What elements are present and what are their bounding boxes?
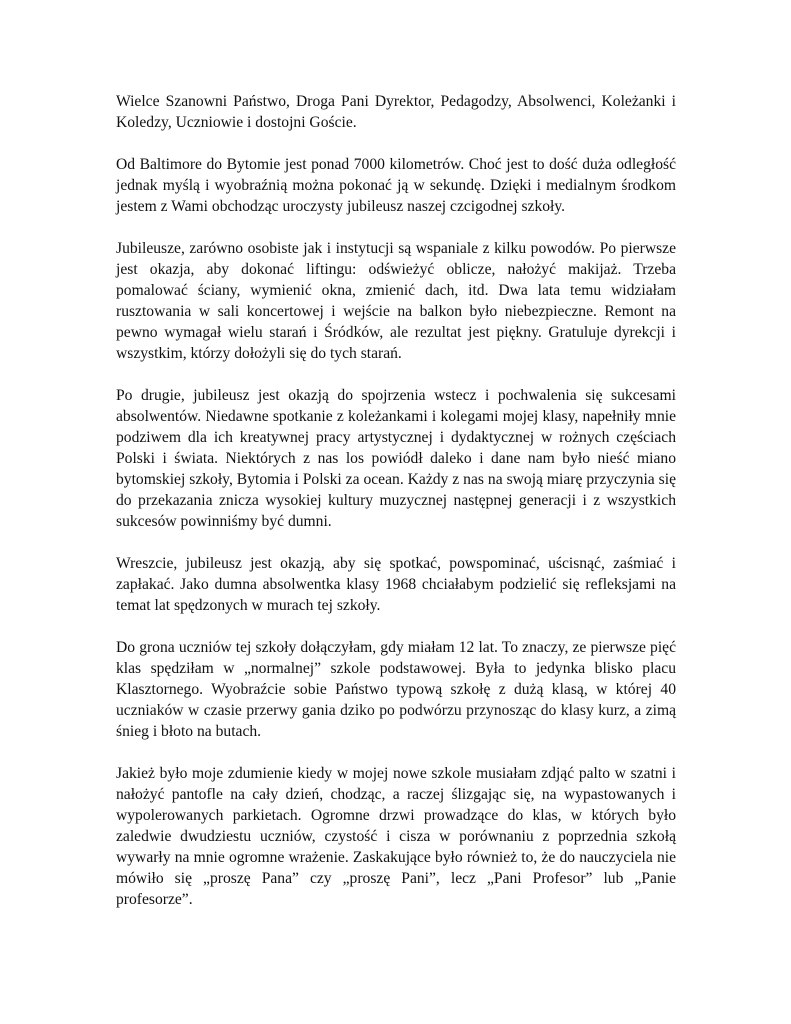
paragraph-joining-school: Do grona uczniów tej szkoły dołączyłam, gdy miałam 12 lat. To znaczy, ze pierwsze pięć klas spędziłam w „normalnej” szkole podstawowej. Była to jedynka blisko placu Klasztornego. Wyobraźcie sobie Państwo typową szkołę z dużą klasą, w której 40 uczniaków w czasie przerwy gania dziko po podwórzu przynosząc do klasy kurz, a zimą śnieg i błoto na butach. <box>116 639 676 740</box>
paragraph-greeting: Wielce Szanowni Państwo, Droga Pani Dyrektor, Pedagodzy, Absolwenci, Koleżanki i Koledzy, Uczniowie i dostojni Goście. <box>116 93 676 131</box>
paragraph-jubilees: Jubileusze, zarówno osobiste jak i instytucji są wspaniale z kilku powodów. Po pierwsze jest okazja, aby dokonać liftingu: odświeżyć oblicze, nałożyć makijaż. Trzeba pomalować ściany, wymienić okna, zmienić dach, itd. Dwa lata temu widziałam rusztowania w sali koncertowej i wejście na balkon było niebezpieczne. Remont na pewno wymagał wielu starań i Śródków, ale rezultat jest piękny. Gratuluje dyrekcji i wszystkim, którzy dołożyli się do tych starań. <box>116 240 676 362</box>
document-page <box>116 91 676 931</box>
paragraph-alumni-success: Po drugie, jubileusz jest okazją do spojrzenia wstecz i pochwalenia się sukcesami absolwentów. Niedawne spotkanie z koleżankami i kolegami mojej klasy, napełniły mnie podziwem dla ich kreatywnej pracy artystycznej i dydaktycznej w rożnych częściach Polski i świata. Niektórych z nas los powiódł daleko i dane nam było nieść miano bytomskiej szkoły, Bytomia i Polski za ocean. Każdy z nas na swoją miarę przyczynia się do przekazania znicza wysokiej kultury muzycznej następnej generacji i z wszystkich sukcesów powinniśmy być dumni. <box>116 387 676 530</box>
paragraph-distance: Od Baltimore do Bytomie jest ponad 7000 kilometrów. Choć jest to dość duża odległość jednak myślą i wyobraźnią można pokonać ją w sekundę. Dzięki i medialnym środkom jestem z Wami obchodząc uroczysty jubileusz naszej czcigodnej szkoły. <box>116 156 676 215</box>
paragraph-new-school: Jakież było moje zdumienie kiedy w mojej nowe szkole musiałam zdjąć palto w szatni i nałożyć pantofle na cały dzień, chodząc, a raczej ślizgając się, na wypastowanych i wypolerowanych parkietach. Ogromne drzwi prowadzące do klas, w których było zaledwie dwudziestu uczniów, czystość i cisza w porównaniu z poprzednia szkołą wywarły na mnie ogromne wrażenie. Zaskakujące było również to, że do nauczyciela nie mówiło się „proszę Pana” czy „proszę Pani”, lecz „Pani Profesor” lub „Panie profesorze”. <box>116 765 676 908</box>
paragraph-meeting: Wreszcie, jubileusz jest okazją, aby się spotkać, powspominać, uścisnąć, zaśmiać i zapłakać. Jako dumna absolwentka klasy 1968 chciałabym podzielić się refleksjami na temat lat spędzonych w murach tej szkoły. <box>116 555 676 614</box>
